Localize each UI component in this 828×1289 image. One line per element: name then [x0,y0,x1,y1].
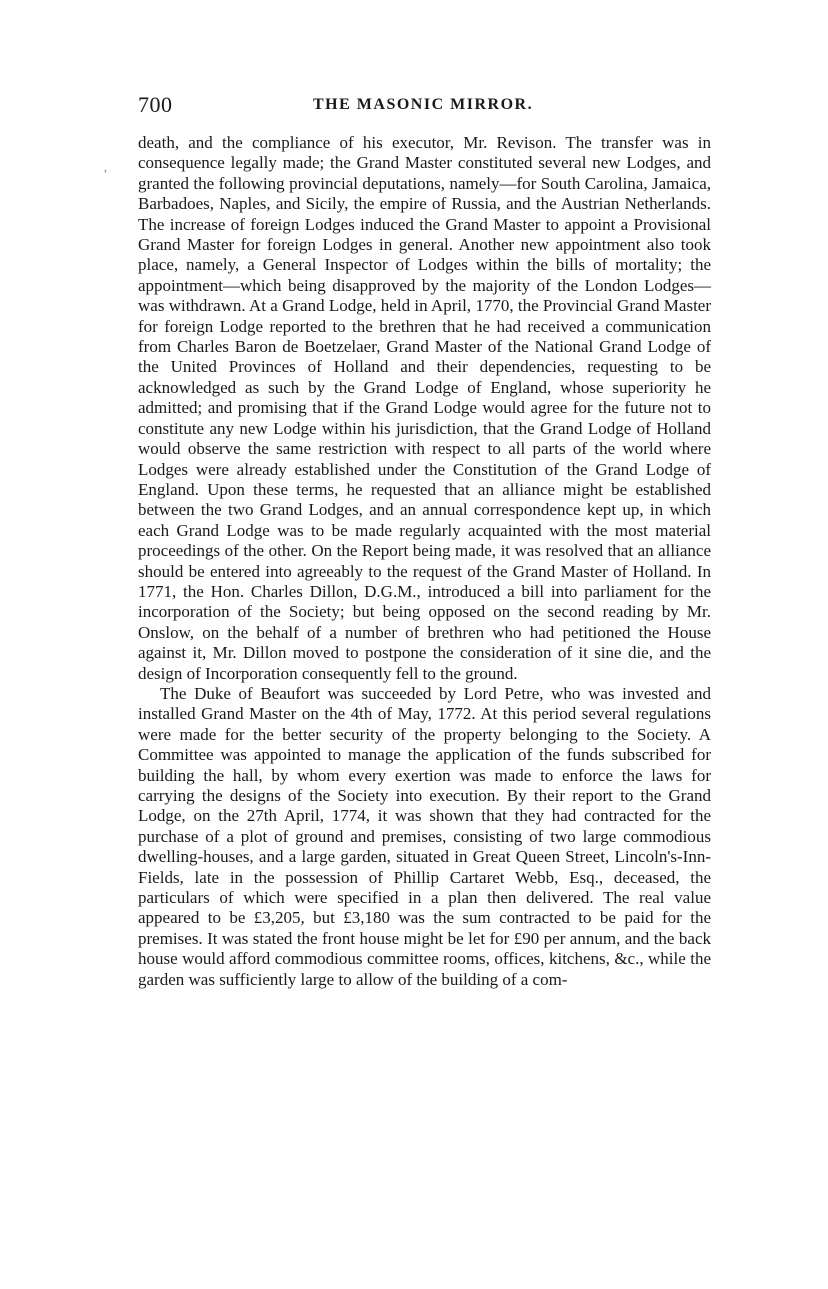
paragraph: The Duke of Beaufort was succeeded by Lord Petre, who was invested and installed Grand Master on the 4th of May, 1772. At this period several regulations were made for the better security of the property belonging to the Society. A Committee was appointed to manage the application of the funds subscribed for building the hall, by whom every exertion was made to enforce the laws for carrying the designs of the Society into execution. By their report to the Grand Lodge, on the 27th April, 1774, it was shown that they had contracted for the purchase of a plot of ground and premises, consisting of two large commodious dwelling-houses, and a large garden, situated in Great Queen Street, Lincoln's-Inn-Fields, late in the possession of Phillip Cartaret Webb, Esq., deceased, the particulars of which were specified in a plan then delivered. The real value appeared to be £3,205, but £3,180 was the sum contracted to be paid for the premises. It was stated the front house might be let for £90 per annum, and the back house would afford commodious committee rooms, offices, kitchens, &c., while the garden was sufficiently large to allow of the building of a com- [138,683,711,989]
paragraph: death, and the compliance of his executor, Mr. Revison. The transfer was in consequence legally made; the Grand Master constituted several new Lodges, and granted the following provincial deputations, namely—for South Carolina, Jamaica, Barbadoes, Naples, and Sicily, the empire of Russia, and the Austrian Netherlands. The increase of foreign Lodges induced the Grand Master to appoint a Provisional Grand Master for foreign Lodges in general. Another new appointment also took place, namely, a General Inspector of Lodges within the bills of mortality; the appointment—which being disapproved by the majority of the London Lodges—was withdrawn. At a Grand Lodge, held in April, 1770, the Provincial Grand Master for foreign Lodge reported to the brethren that he had received a communication from Charles Baron de Boetzelaer, Grand Master of the National Grand Lodge of the United Provinces of Holland and their dependencies, requesting to be acknowledged as such by the Grand Lodge of England, whose superiority he admitted; and promising that if the Grand Lodge would agree for the future not to constitute any new Lodge within his jurisdiction, that the Grand Lodge of Holland would observe the same restriction with respect to all parts of the world where Lodges were already established under the Constitution of the Grand Lodge of England. Upon these terms, he requested that an alliance might be established between the two Grand Lodges, and an annual correspondence kept up, in which each Grand Lodge was to be made regularly acquainted with the most material proceedings of the other. On the Report being made, it was resolved that an alliance should be entered into agreeably to the request of the Grand Master of Holland. In 1771, the Hon. Charles Dillon, D.G.M., introduced a bill into parliament for the incorporation of the Society; but being opposed on the second reading by Mr. Onslow, on the behalf of a number of brethren who had petitioned the House against it, Mr. Dillon moved to postpone the consideration of it sine die, and the design of Incorporation consequently fell to the ground. [138,133,711,683]
running-title: THE MASONIC MIRROR. [313,96,534,113]
body-text [138,133,711,990]
margin-mark: , [104,160,107,174]
running-head [128,92,728,120]
page-number: 700 [138,92,173,117]
